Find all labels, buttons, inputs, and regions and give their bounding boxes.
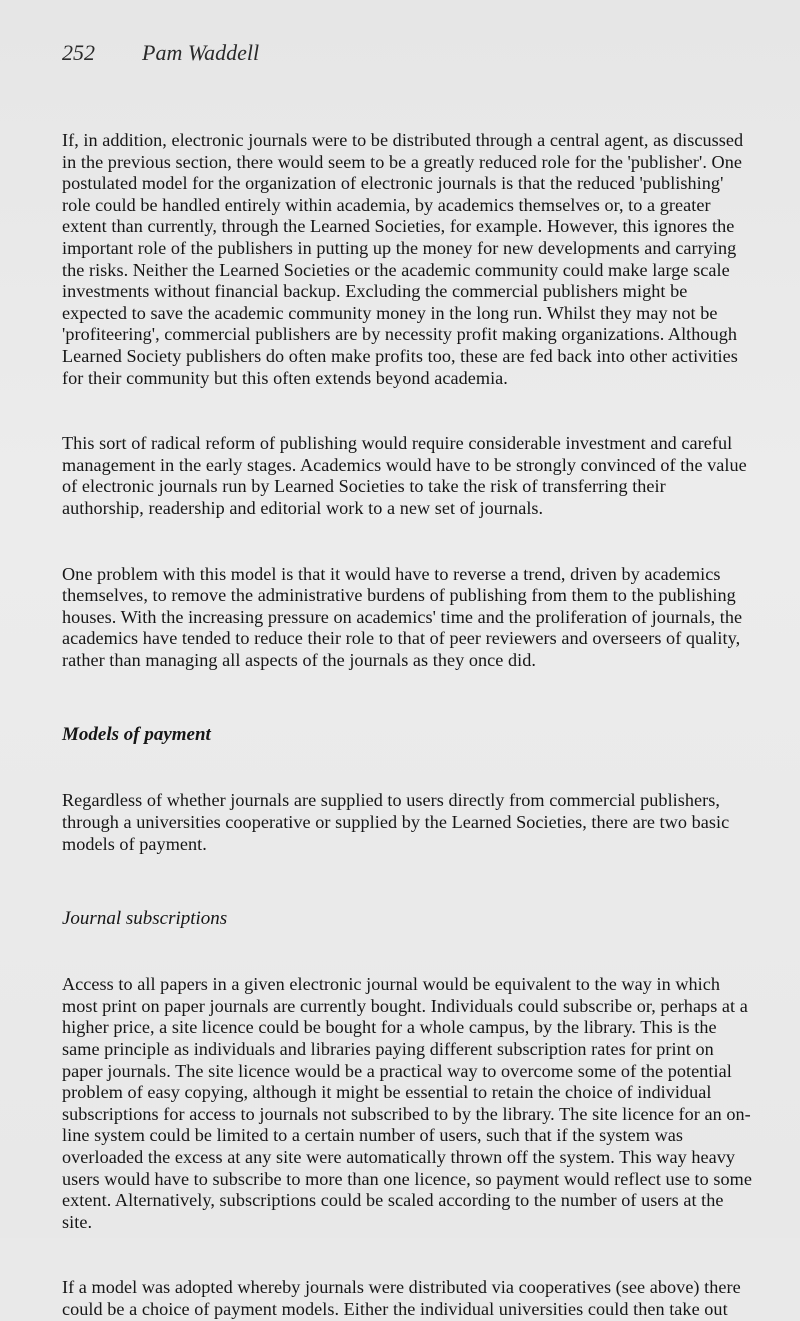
paragraph-subscriptions: Access to all papers in a given electronic journal would be equivalent to the way in which most print on paper journals are currently bought. Individuals could subscribe or, perhaps at a higher price, a site licence could be bought for a whole campus, by the library. This is the same principle as individuals and libraries paying different subscription rates for print on paper journals. The site licence would be a practical way to overcome some of the potential problem of easy copying, although it might be essential to retain the choice of individual subscriptions for access to journals not subscribed to by the library. The site licence for an on-line system could be limited to a certain number of users, such that if the system was overloaded the excess at any site were automatically thrown off the system. This way heavy users would have to subscribe to more than one licence, so payment would reflect use to some extent. Alternatively, subscriptions could be scaled according to the number of users at the site. (62, 974, 752, 1232)
paragraph-payment-models: Regardless of whether journals are supplied to users directly from commercial publishers, through a universities cooperative or supplied by the Learned Societies, there are two basic models of payment. (62, 790, 730, 854)
paragraph-cooperatives: If a model was adopted whereby journals were distributed via cooperatives (see above) there could be a choice of payment models. Either the individual universities could then take out (62, 1277, 741, 1319)
subheading-journal-subscriptions: Journal subscriptions (62, 908, 228, 930)
running-header (62, 40, 259, 66)
page-number: 252 (62, 40, 95, 65)
section-heading-models-of-payment: Models of payment (62, 724, 211, 746)
author-name: Pam Waddell (142, 40, 260, 65)
paragraph-radical-reform: This sort of radical reform of publishing would require considerable investment and careful management in the early stages. Academics would have to be strongly convinced of the value of electronic journals run by Learned Societies to take the risk of transferring their authorship, readership and editorial work to a new set of journals. (62, 433, 747, 518)
page-body (62, 130, 752, 1321)
paragraph-model-problem: One problem with this model is that it would have to reverse a trend, driven by academics themselves, to remove the administrative burdens of publishing from them to the publishing houses. With the increasing pressure on academics' time and the proliferation of journals, the academics have tended to reduce their role to that of peer reviewers and overseers of quality, rather than managing all aspects of the journals as they once did. (62, 563, 743, 670)
paragraph-publishers-role: If, in addition, electronic journals were to be distributed through a central agent, as discussed in the previous section, there would seem to be a greatly reduced role for the 'publisher'. One postulated model for the organization of electronic journals is that the reduced 'publishing' role could be handled entirely within academia, by academics themselves or, to a greater extent than currently, through the Learned Societies, for example. However, this ignores the important role of the publishers in putting up the money for new developments and carrying the risks. Neither the Learned Societies or the academic community could make large scale investments without financial backup. Excluding the commercial publishers might be expected to save the academic community money in the long run. Whilst they may not be 'profiteering', commercial publishers are by necessity profit making organizations. Although Learned Society publishers do often make profits too, these are fed back into other activities for their community but this often extends beyond academia. (62, 130, 744, 388)
